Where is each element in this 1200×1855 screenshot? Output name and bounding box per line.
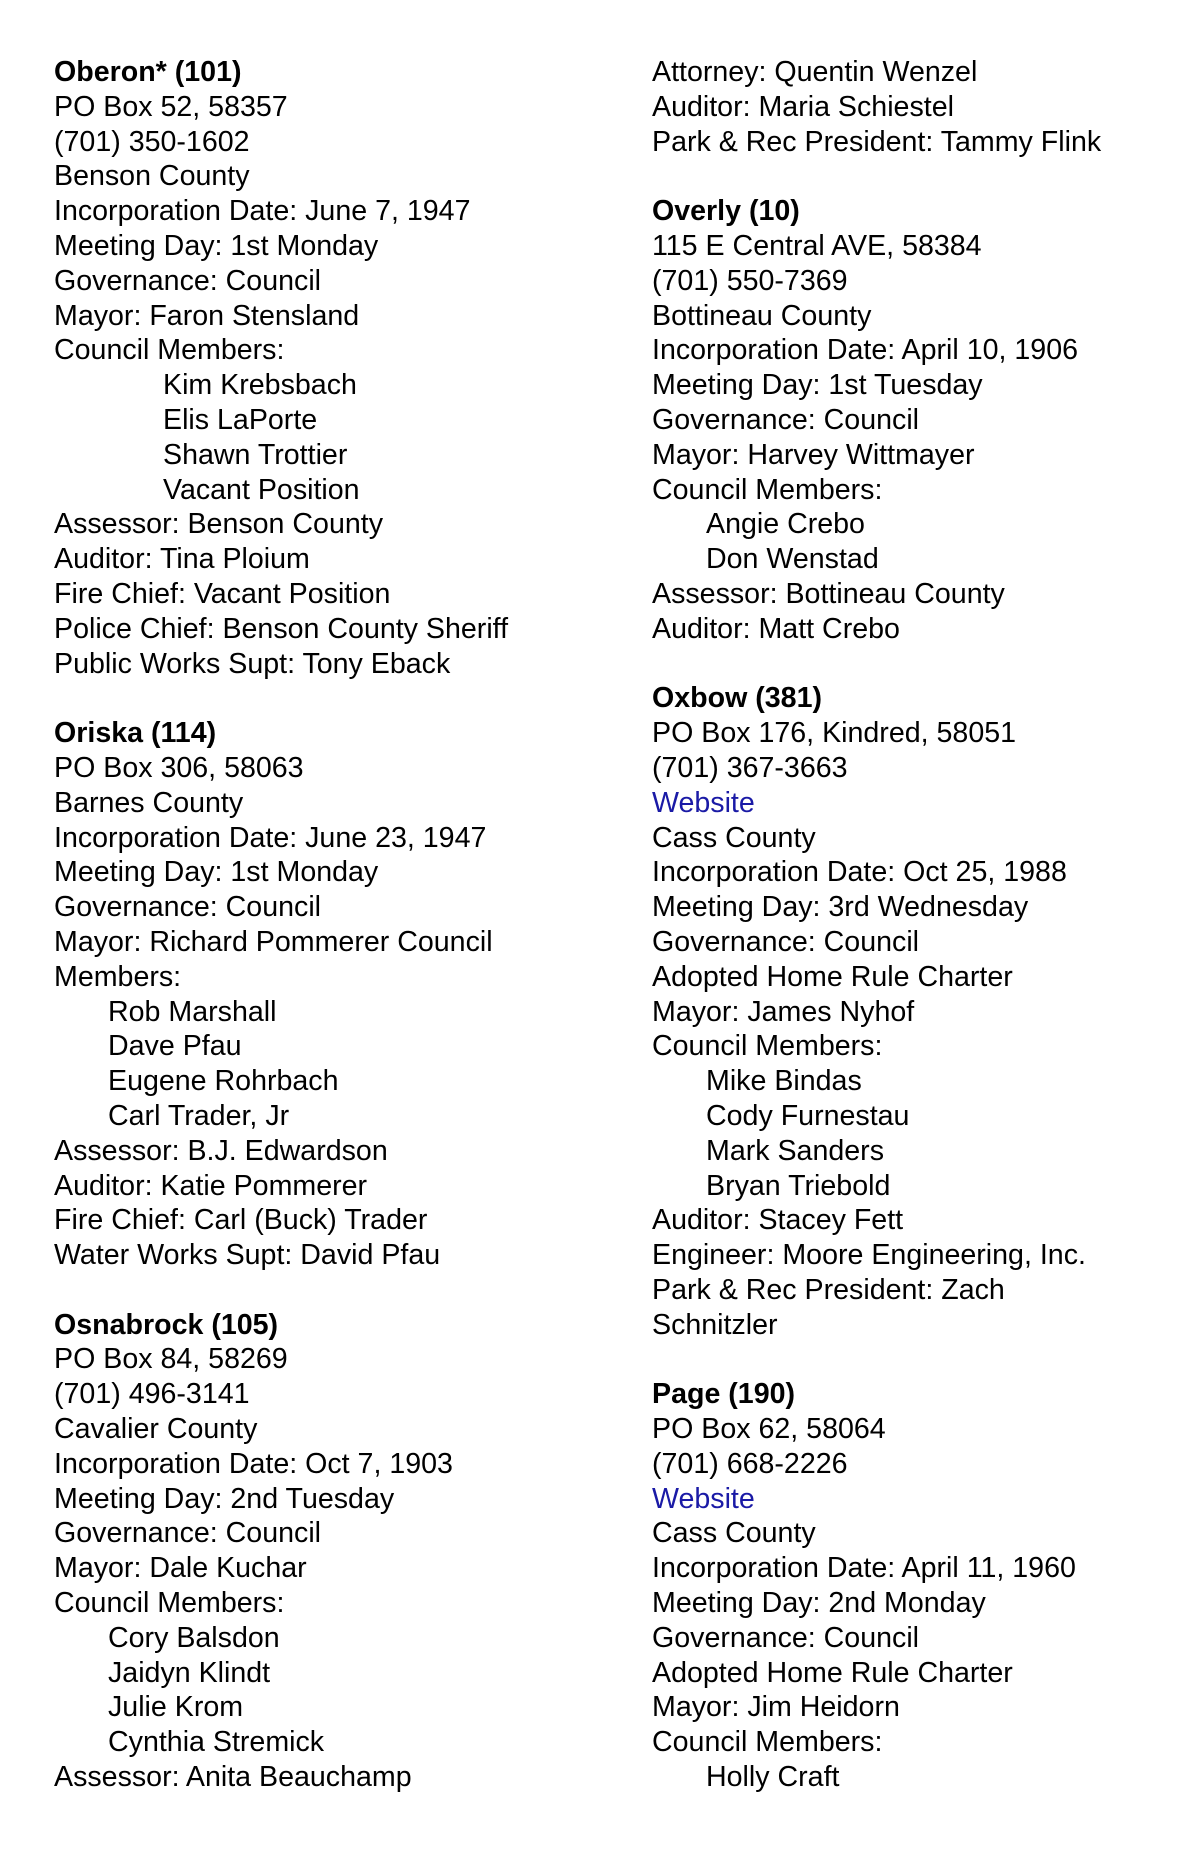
park-rec-president-continued: Schnitzler [652,1308,778,1341]
home-rule-charter: Adopted Home Rule Charter [652,960,1013,993]
fire-chief: Fire Chief: Vacant Position [54,577,391,610]
council-member: Julie Krom [108,1691,244,1724]
address: 115 E Central AVE, 58384 [652,229,982,262]
council-members-label: Council Members: [54,1587,285,1620]
council-member: Carl Trader, Jr [108,1099,290,1132]
governance: Governance: Council [652,403,920,436]
meeting-day: Meeting Day: 3rd Wednesday [652,891,1029,924]
council-member: Rob Marshall [108,995,277,1028]
auditor: Auditor: Stacey Fett [652,1204,904,1237]
entry-oberon [54,55,624,681]
city-title: Oberon* (101) [54,56,242,88]
auditor: Auditor: Tina Ploium [54,543,310,576]
website-link[interactable]: Website [652,786,755,819]
incorporation-date: Incorporation Date: June 7, 1947 [54,195,471,228]
city-title: Overly (10) [652,195,800,228]
auditor: Auditor: Matt Crebo [652,612,900,645]
home-rule-charter: Adopted Home Rule Charter [652,1656,1013,1689]
council-member: Mark Sanders [706,1134,884,1167]
entry-oriska [54,716,624,1273]
meeting-day: Meeting Day: 2nd Tuesday [54,1482,395,1515]
police-chief: Police Chief: Benson County Sheriff [54,612,509,645]
council-member: Holly Craft [706,1761,840,1794]
park-rec-president: Park & Rec President: Tammy Flink [652,125,1102,158]
attorney: Attorney: Quentin Wenzel [652,56,978,88]
council-members-label: Council Members: [652,473,883,506]
mayor: Mayor: Dale Kuchar [54,1552,307,1585]
mayor: Mayor: Harvey Wittmayer [652,438,975,471]
assessor: Assessor: Benson County [54,508,383,541]
governance: Governance: Council [652,925,920,958]
city-title: Osnabrock (105) [54,1308,279,1341]
assessor: Assessor: Bottineau County [652,577,1005,610]
entry-overly [652,194,1192,646]
council-member: Don Wenstad [706,543,879,576]
phone: (701) 367-3663 [652,751,848,784]
council-members-label: Council Members: [652,1726,883,1759]
mayor: Mayor: Faron Stensland [54,299,360,332]
council-member: Jaidyn Klindt [108,1656,271,1689]
council-member: Dave Pfau [108,1030,242,1063]
assessor: Assessor: B.J. Edwardson [54,1134,388,1167]
left-column [54,55,624,1830]
address: PO Box 52, 58357 [54,90,288,123]
mayor: Mayor: Jim Heidorn [652,1691,900,1724]
phone: (701) 496-3141 [54,1378,250,1411]
council-member: Vacant Position [163,473,360,506]
council-member: Elis LaPorte [163,403,318,436]
address: PO Box 62, 58064 [652,1413,886,1446]
incorporation-date: Incorporation Date: Oct 25, 1988 [652,856,1067,889]
entry-oxbow [652,681,1192,1342]
auditor: Auditor: Maria Schiestel [652,90,954,123]
meeting-day: Meeting Day: 2nd Monday [652,1587,986,1620]
county: Cass County [652,1517,816,1550]
incorporation-date: Incorporation Date: Oct 7, 1903 [54,1447,453,1480]
governance: Governance: Council [54,264,322,297]
county: Benson County [54,160,250,193]
council-members-label: Council Members: [54,334,285,367]
council-member: Shawn Trottier [163,438,348,471]
incorporation-date: Incorporation Date: April 11, 1960 [652,1552,1076,1585]
water-works-supt: Water Works Supt: David Pfau [54,1239,441,1272]
phone: (701) 350-1602 [54,125,250,158]
mayor: Mayor: Richard Pommerer Council [54,925,493,958]
county: Cass County [652,821,816,854]
park-rec-president: Park & Rec President: Zach [652,1273,1005,1306]
meeting-day: Meeting Day: 1st Tuesday [652,369,983,402]
county: Barnes County [54,786,244,819]
address: PO Box 176, Kindred, 58051 [652,717,1017,750]
address: PO Box 306, 58063 [54,751,304,784]
council-member: Bryan Triebold [706,1169,891,1202]
mayor: Mayor: James Nyhof [652,995,915,1028]
engineer: Engineer: Moore Engineering, Inc. [652,1239,1086,1272]
council-member: Cody Furnestau [706,1099,910,1132]
entry-osnabrock [54,1308,624,1795]
council-member: Angie Crebo [706,508,865,541]
council-member: Kim Krebsbach [163,369,357,402]
governance: Governance: Council [54,891,322,924]
council-member: Eugene Rohrbach [108,1065,339,1098]
city-title: Oriska (114) [54,717,217,750]
incorporation-date: Incorporation Date: April 10, 1906 [652,334,1079,367]
assessor: Assessor: Anita Beauchamp [54,1761,412,1794]
address: PO Box 84, 58269 [54,1343,288,1376]
council-members-label: Members: [54,960,182,993]
phone: (701) 550-7369 [652,264,848,297]
city-title: Page (190) [652,1378,796,1411]
entry-page [652,1377,1192,1795]
county: Cavalier County [54,1413,258,1446]
council-member: Mike Bindas [706,1065,862,1098]
phone: (701) 668-2226 [652,1447,848,1480]
meeting-day: Meeting Day: 1st Monday [54,856,379,889]
council-members-label: Council Members: [652,1030,883,1063]
website-link[interactable]: Website [652,1482,755,1515]
governance: Governance: Council [652,1621,920,1654]
right-column [652,55,1192,1830]
public-works-supt: Public Works Supt: Tony Eback [54,647,451,680]
county: Bottineau County [652,299,872,332]
council-member: Cynthia Stremick [108,1726,325,1759]
incorporation-date: Incorporation Date: June 23, 1947 [54,821,487,854]
city-title: Oxbow (381) [652,682,823,715]
council-member: Cory Balsdon [108,1621,280,1654]
fire-chief: Fire Chief: Carl (Buck) Trader [54,1204,428,1237]
meeting-day: Meeting Day: 1st Monday [54,229,379,262]
governance: Governance: Council [54,1517,322,1550]
entry-continued [652,55,1192,159]
auditor: Auditor: Katie Pommerer [54,1169,368,1202]
